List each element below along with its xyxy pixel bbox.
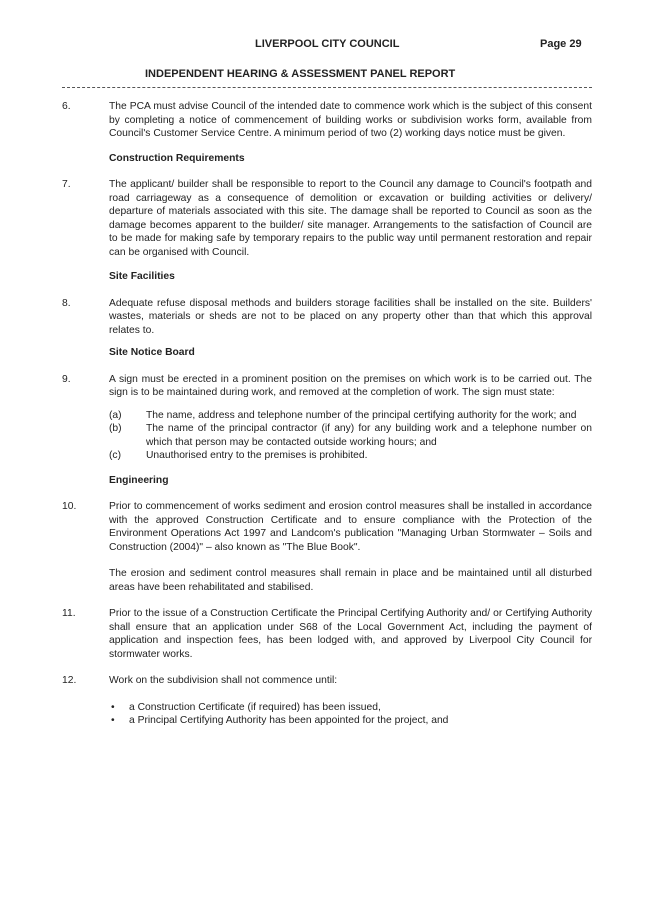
header-divider [62,87,592,88]
bullet-item [109,714,592,728]
sub-item-b [109,422,592,449]
condition-number: 10. [62,501,77,512]
bullet-text: a Principal Certifying Authority has been appointed for the project, and [129,715,449,726]
bullet-icon: • [111,701,115,713]
condition-number: 6. [62,101,71,112]
sub-item-text: Unauthorised entry to the premises is prohibited. [146,450,368,461]
header-organisation: LIVERPOOL CITY COUNCIL [255,38,400,50]
bullet-item [109,701,592,715]
condition-number: 12. [62,675,77,686]
section-heading-site-notice: Site Notice Board [109,347,195,358]
section-heading-construction: Construction Requirements [109,152,245,164]
sub-item-label: (a) [109,409,122,421]
sub-item-label: (c) [109,450,122,461]
condition-text: The applicant/ builder shall be responsible to report to the Council any damage to Council's footpath and road carriageway as a consequence of demolition or excavation or building activities or delivery/ departure of materials associated with this site. The damage shall be reported to Council as soon as the damage becomes apparent to the builder/ site manager. Arrangements to the satisfaction of Council are to be made for making safe by temporary repairs to the public way until permanent restoration and repair can be organised with Council. [109,179,592,258]
condition-8 [62,297,592,338]
condition-text: Work on the subdivision shall not commence until: [109,675,338,686]
sub-item-c [109,449,592,463]
condition-number: 9. [62,373,71,385]
condition-number: 7. [62,179,71,190]
condition-text: Prior to the issue of a Construction Certificate the Principal Certifying Authority and/ or Certifying Authority shall ensure that an application under S68 of the Local Government Act, including the payment of application and inspection fees, has been lodged with, and approved by Liverpool City Council for stormwater works. [109,608,592,660]
condition-text: The PCA must advise Council of the intended date to commence work which is the subject of this consent by completing a notice of commencement of building works or subdivision works form, available from Council's Customer Service Centre. A minimum period of two (2) working days notice must be given. [109,101,592,139]
condition-number: 8. [62,297,71,309]
condition-12 [62,674,592,728]
condition-10 [62,500,592,594]
section-heading-engineering: Engineering [109,474,169,486]
condition-9 [62,373,592,463]
condition-text: A sign must be erected in a prominent position on the premises on which work is to be carried out. The sign is to be maintained during work, and removed at the completion of work. The sign must state: [109,373,592,398]
sub-item-a [109,409,592,423]
bullet-text: a Construction Certificate (if required) has been issued, [129,701,381,713]
condition-11 [62,607,592,661]
sub-item-text: The name, address and telephone number of the principal certifying authority for the work; and [146,409,577,421]
sub-item-label: (b) [109,423,122,434]
section-heading-site-facilities: Site Facilities [109,271,175,282]
condition-6 [62,100,592,141]
report-title: INDEPENDENT HEARING & ASSESSMENT PANEL REPORT [145,68,456,80]
sub-item-text: The name of the principal contractor (if any) for any building work and a telephone number on which that person may be contacted outside working hours; and [146,423,592,448]
condition-text: Adequate refuse disposal methods and builders storage facilities shall be installed on the site. Builders' wastes, materials or sheds are not to be placed on any property other than that which this approval relates to. [109,297,592,336]
condition-7 [62,178,592,259]
condition-text-continued: The erosion and sediment control measures shall remain in place and be maintained until all disturbed areas have been rehabilitated and stabilised. [109,568,592,593]
condition-text: Prior to commencement of works sediment and erosion control measures shall be installed in accordance with the approved Construction Certificate and to ensure compliance with the Protection of the Environment Operations Act 1997 and Landcom's publication "Managing Urban Stormwater – Soils and Construction (2004)" – also known as "The Blue Book". [109,501,592,553]
document-body [62,100,592,728]
page-number: Page 29 [540,38,582,50]
bullet-icon: • [111,715,115,726]
condition-number: 11. [62,608,76,619]
